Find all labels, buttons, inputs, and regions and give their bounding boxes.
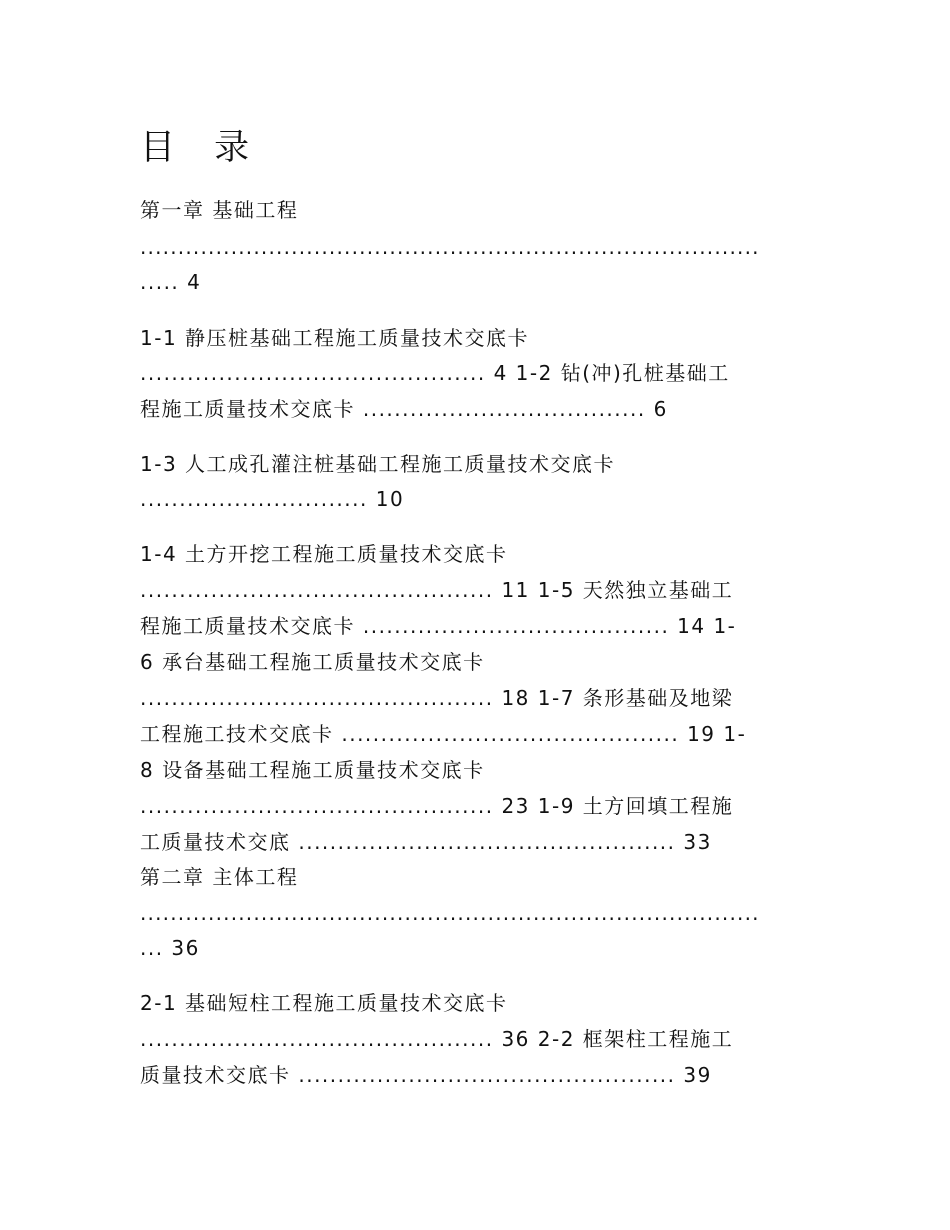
toc-page-number: ... 36 <box>140 936 200 960</box>
toc-entry-line: 8 设备基础工程施工质量技术交底卡 <box>140 758 485 782</box>
toc-entry-line: 6 承台基础工程施工质量技术交底卡 <box>140 650 485 674</box>
toc-entry-1-1: 1-1 静压桩基础工程施工质量技术交底卡 <box>140 326 530 350</box>
toc-leader-dots: .................................................................................. <box>140 901 760 925</box>
toc-entry-line: 工程施工技术交底卡 ........................................... 19 1- <box>140 722 747 746</box>
toc-entry-line: ............................................. 18 1-7 条形基础及地梁 <box>140 686 734 710</box>
toc-entry-line: ............................................. 36 2-2 框架柱工程施工 <box>140 1027 734 1051</box>
toc-entry-line: ............................................. 23 1-9 土方回填工程施 <box>140 794 734 818</box>
toc-leader-dots: .................................................................................. <box>140 235 760 259</box>
toc-entry-line: ............................................. 11 1-5 天然独立基础工 <box>140 578 734 602</box>
toc-entry-1-4: 1-4 土方开挖工程施工质量技术交底卡 <box>140 542 508 566</box>
toc-entry-line: 质量技术交底卡 ................................................ 39 <box>140 1063 712 1087</box>
toc-chapter-2-heading: 第二章 主体工程 <box>140 865 299 889</box>
toc-entry-line: ............................................ 4 1-2 钻(冲)孔桩基础工 <box>140 361 730 385</box>
toc-entry-2-1: 2-1 基础短柱工程施工质量技术交底卡 <box>140 991 508 1015</box>
toc-entry-1-3: 1-3 人工成孔灌注桩基础工程施工质量技术交底卡 <box>140 452 616 476</box>
page-title: 目 录 <box>140 128 264 168</box>
toc-chapter-1-heading: 第一章 基础工程 <box>140 198 299 222</box>
toc-entry-line: ............................. 10 <box>140 487 405 511</box>
toc-entry-line: 程施工质量技术交底卡 ....................................... 14 1- <box>140 614 737 638</box>
toc-entry-line: 程施工质量技术交底卡 .................................... 6 <box>140 397 668 421</box>
toc-entry-line: 工质量技术交底 ................................................ 33 <box>140 830 712 854</box>
toc-page-number: ..... 4 <box>140 270 202 294</box>
